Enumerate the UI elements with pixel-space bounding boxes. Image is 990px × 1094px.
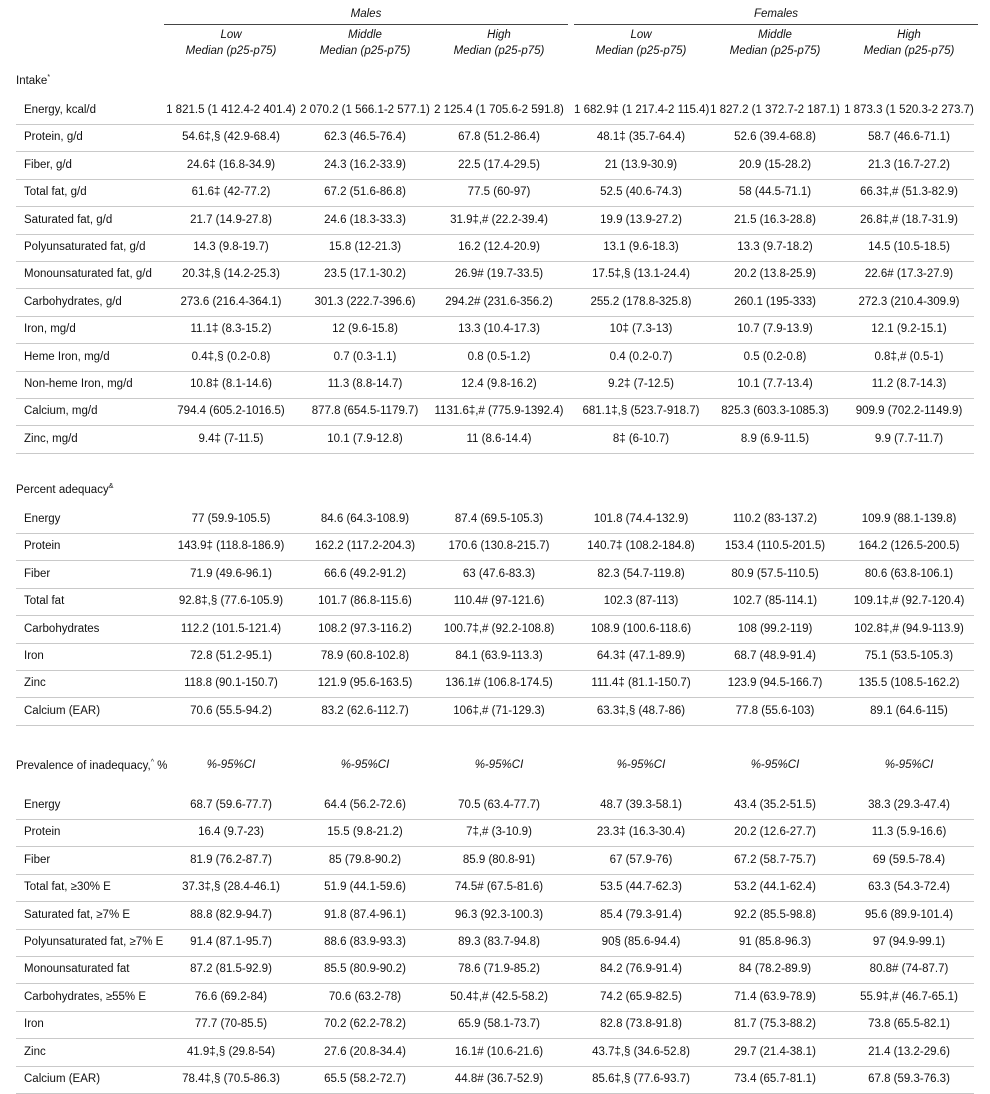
- table-cell: 794.4 (605.2-1016.5): [177, 405, 285, 418]
- table-cell: 84 (78.2-89.9): [738, 963, 812, 976]
- table-cell: 63 (47.6-83.3): [462, 567, 536, 580]
- table-cell: 87.4 (69.5-105.3): [454, 513, 544, 525]
- table-row: [16, 344, 974, 372]
- table-cell: 21.4 (13.2-29.6): [868, 1045, 950, 1058]
- table-row: [16, 616, 974, 644]
- column-level: Middle: [348, 29, 382, 41]
- group-underline-females: [574, 24, 978, 25]
- table-cell: 85.4 (79.3-91.4): [600, 908, 682, 921]
- table-cell: 2 070.2 (1 566.1-2 577.1): [300, 104, 430, 116]
- table-row: [16, 97, 974, 125]
- table-cell: 43.7‡,§ (34.6-52.8): [592, 1045, 690, 1058]
- row-label: Carbohydrates, ≥55% E: [24, 990, 147, 1003]
- column-header: [298, 27, 432, 59]
- table-cell: 21.5 (16.3-28.8): [734, 213, 816, 226]
- table-cell: 63.3‡,§ (48.7-86): [596, 704, 686, 717]
- table-cell: 26.9# (19.7-33.5): [454, 268, 544, 281]
- ci-column-header: %-95%CI: [340, 759, 390, 771]
- table-cell: 72.8 (51.2-95.1): [190, 650, 272, 662]
- column-stat: Median (p25-p75): [319, 45, 411, 57]
- table-cell: 9.9 (7.7-11.7): [874, 432, 944, 445]
- column-level: High: [897, 29, 921, 41]
- table-cell: 92.8‡,§ (77.6-105.9): [178, 595, 284, 608]
- table-cell: 89.3 (83.7-94.8): [458, 936, 540, 948]
- table-cell: 11.3 (5.9-16.6): [871, 826, 947, 839]
- table-row: [16, 152, 974, 180]
- table-cell: 1131.6‡,# (775.9-1392.4): [434, 405, 564, 418]
- column-stat: Median (p25-p75): [729, 45, 821, 57]
- column-stat: Median (p25-p75): [863, 45, 955, 57]
- table-cell: 80.6 (63.8-106.1): [864, 567, 954, 580]
- column-header: [164, 27, 298, 59]
- table-row: [16, 874, 974, 902]
- row-label: Iron: [24, 1018, 44, 1031]
- table-cell: 170.6 (130.8-215.7): [448, 540, 550, 553]
- column-level: Low: [220, 29, 242, 41]
- table-cell: 62.3 (46.5-76.4): [324, 131, 406, 144]
- row-label: Total fat, ≥30% E: [24, 881, 111, 894]
- table-cell: 100.7‡,# (92.2-108.8): [443, 622, 555, 635]
- table-cell: 143.9‡ (118.8-186.9): [177, 540, 285, 553]
- table-cell: 12 (9.6-15.8): [332, 323, 398, 336]
- table-cell: 16.4 (9.7-23): [198, 826, 264, 839]
- table-cell: 50.4‡,# (42.5-58.2): [450, 990, 548, 1003]
- table-cell: 91.4 (87.1-95.7): [190, 936, 272, 948]
- table-cell: 84.2 (76.9-91.4): [600, 963, 682, 976]
- table-cell: 1 827.2 (1 372.7-2 187.1): [710, 104, 840, 116]
- row-label: Carbohydrates: [24, 622, 100, 635]
- column-header: [842, 27, 976, 59]
- table-cell: 65.5 (58.2-72.7): [324, 1073, 406, 1085]
- row-label: Non-heme Iron, mg/d: [24, 378, 133, 390]
- table-cell: 13.3 (10.4-17.3): [458, 323, 540, 336]
- table-cell: 67.8 (59.3-76.3): [868, 1073, 950, 1085]
- table-cell: 67.8 (51.2-86.4): [458, 131, 540, 144]
- table-cell: 164.2 (126.5-200.5): [858, 540, 960, 553]
- table-cell: 13.1 (9.6-18.3): [603, 241, 679, 253]
- table-cell: 61.6‡ (42-77.2): [191, 186, 271, 199]
- table-cell: 22.6# (17.3-27.9): [864, 268, 954, 281]
- table-cell: 37.3‡,§ (28.4-46.1): [182, 881, 280, 894]
- table-cell: 74.5# (67.5-81.6): [454, 881, 544, 894]
- section-title-text: Prevalence of inadequacy,: [16, 759, 151, 772]
- table-cell: 2 125.4 (1 705.6-2 591.8): [434, 104, 564, 116]
- table-row: [16, 316, 974, 344]
- table-cell: 66.3‡,# (51.3-82.9): [860, 186, 958, 199]
- table-cell: 74.2 (65.9-82.5): [600, 990, 682, 1003]
- table-cell: 66.6 (49.2-91.2): [324, 567, 406, 580]
- table-cell: 19.9 (13.9-27.2): [600, 213, 682, 226]
- row-label: Energy, kcal/d: [24, 104, 97, 116]
- table-cell: 0.4 (0.2-0.7): [609, 350, 673, 363]
- table-cell: 102.7 (85-114.1): [732, 595, 818, 608]
- table-cell: 31.9‡,# (22.2-39.4): [450, 213, 548, 226]
- table-cell: 78.9 (60.8-102.8): [320, 650, 410, 662]
- column-level: Middle: [758, 29, 792, 41]
- table-cell: 91 (85.8-96.3): [738, 936, 812, 948]
- table-cell: 108 (99.2-119): [737, 622, 813, 635]
- table-row: [16, 698, 974, 726]
- table-cell: 21.7 (14.9-27.8): [190, 213, 272, 226]
- table-cell: 877.8 (654.5-1179.7): [311, 405, 419, 418]
- table-row: [16, 847, 974, 875]
- table-cell: 52.6 (39.4-68.8): [734, 131, 816, 144]
- table-cell: 88.8 (82.9-94.7): [190, 908, 272, 921]
- table-cell: 54.6‡,§ (42.9-68.4): [182, 131, 280, 144]
- table-cell: 73.8 (65.5-82.1): [868, 1018, 950, 1031]
- table-cell: 24.6‡ (16.8-34.9): [186, 158, 276, 171]
- group-header-males: Males: [350, 8, 382, 20]
- table-cell: 21 (13.9-30.9): [604, 158, 678, 171]
- table-row: [16, 670, 974, 698]
- table-cell: 9.4‡ (7-11.5): [198, 432, 264, 445]
- table-cell: 8.9 (6.9-11.5): [740, 432, 810, 445]
- table-row: [16, 261, 974, 289]
- table-cell: 20.3‡,§ (14.2-25.3): [182, 268, 280, 281]
- row-label: Protein: [24, 826, 61, 839]
- ci-column-header: %-95%CI: [616, 759, 666, 771]
- table-cell: 21.3 (16.7-27.2): [868, 158, 950, 171]
- table-cell: 23.3‡ (16.3-30.4): [596, 826, 686, 839]
- table-cell: 0.8‡,# (0.5-1): [874, 350, 944, 363]
- group-header-females: Females: [753, 8, 799, 20]
- table-cell: 71.4 (63.9-78.9): [734, 990, 816, 1003]
- table-cell: 58.7 (46.6-71.1): [868, 131, 950, 144]
- table-cell: 69 (59.5-78.4): [872, 853, 946, 866]
- table-cell: 7‡,# (3-10.9): [466, 826, 532, 839]
- column-header: [574, 27, 708, 59]
- table-cell: 10‡ (7.3-13): [609, 323, 673, 336]
- table-cell: 95.6 (89.9-101.4): [864, 908, 954, 921]
- table-cell: 15.8 (12-21.3): [328, 241, 402, 253]
- table-cell: 10.8‡ (8.1-14.6): [190, 378, 272, 390]
- table-cell: 101.7 (86.8-115.6): [318, 595, 412, 608]
- table-cell: 9.2‡ (7-12.5): [608, 378, 674, 390]
- table-cell: 20.9 (15-28.2): [738, 158, 812, 171]
- table-cell: 101.8 (74.4-132.9): [593, 513, 689, 525]
- table-cell: 23.5 (17.1-30.2): [324, 268, 406, 281]
- table-cell: 85.5 (80.9-90.2): [324, 963, 406, 976]
- table-cell: 10.7 (7.9-13.9): [737, 323, 813, 336]
- table-cell: 44.8# (36.7-52.9): [454, 1073, 544, 1085]
- table-cell: 48.7 (39.3-58.1): [600, 799, 682, 811]
- table-cell: 68.7 (48.9-91.4): [734, 650, 816, 662]
- table-cell: 76.6 (69.2-84): [194, 990, 268, 1003]
- row-label: Total fat: [24, 595, 65, 608]
- row-label: Calcium (EAR): [24, 1073, 101, 1085]
- table-cell: 97 (94.9-99.1): [872, 936, 946, 948]
- table-cell: 0.4‡,§ (0.2-0.8): [191, 350, 271, 363]
- table-cell: 255.2 (178.8-325.8): [590, 295, 692, 308]
- row-label: Zinc: [24, 1045, 46, 1058]
- table-cell: 123.9 (94.5-166.7): [727, 677, 823, 690]
- table-row: [16, 929, 974, 957]
- row-label: Fiber, g/d: [24, 158, 72, 171]
- table-cell: 53.5 (44.7-62.3): [600, 881, 682, 894]
- section-title: [16, 483, 113, 496]
- row-label: Monounsaturated fat, g/d: [24, 268, 152, 281]
- table-cell: 681.1‡,§ (523.7-918.7): [582, 405, 700, 418]
- table-cell: 80.9 (57.5-110.5): [731, 567, 819, 580]
- table-cell: 11 (8.6-14.4): [466, 432, 532, 445]
- table-cell: 110.4# (97-121.6): [453, 595, 545, 608]
- table-cell: 70.6 (63.2-78): [328, 990, 402, 1003]
- table-row: [16, 506, 974, 534]
- row-label: Saturated fat, g/d: [24, 213, 113, 226]
- table-cell: 106‡,# (71-129.3): [453, 704, 545, 717]
- table-cell: 24.6 (18.3-33.3): [324, 213, 406, 226]
- table-cell: 87.2 (81.5-92.9): [190, 963, 272, 976]
- section-title-mark: &: [108, 483, 114, 490]
- row-label: Polyunsaturated fat, g/d: [24, 241, 146, 253]
- table-cell: 109.1‡,# (92.7-120.4): [853, 595, 965, 608]
- table-cell: 84.1 (63.9-113.3): [455, 650, 543, 662]
- table-cell: 43.4 (35.2-51.5): [734, 799, 816, 811]
- section-title-mark: ^: [150, 759, 154, 766]
- table-cell: 84.6 (64.3-108.9): [320, 513, 410, 525]
- table-cell: 20.2 (13.8-25.9): [734, 268, 816, 281]
- table-cell: 273.6 (216.4-364.1): [180, 295, 282, 308]
- table-cell: 64.3‡ (47.1-89.9): [596, 650, 686, 662]
- table-cell: 108.2 (97.3-116.2): [318, 622, 412, 635]
- table-cell: 14.3 (9.8-19.7): [193, 241, 269, 253]
- table-cell: 38.3 (29.3-47.4): [868, 799, 950, 811]
- row-label: Iron, mg/d: [24, 323, 76, 336]
- table-cell: 82.8 (73.8-91.8): [600, 1018, 682, 1031]
- table-cell: 58 (44.5-71.1): [738, 186, 812, 199]
- table-row: [16, 1066, 974, 1094]
- table-cell: 92.2 (85.5-98.8): [734, 908, 816, 921]
- table-cell: 301.3 (222.7-396.6): [314, 295, 416, 308]
- table-cell: 81.7 (75.3-88.2): [734, 1018, 816, 1031]
- table-cell: 85 (79.8-90.2): [328, 853, 402, 866]
- table-cell: 909.9 (702.2-1149.9): [855, 405, 963, 418]
- table-cell: 112.2 (101.5-121.4): [180, 622, 282, 635]
- table-cell: 53.2 (44.1-62.4): [734, 881, 816, 894]
- table-cell: 78.4‡,§ (70.5-86.3): [182, 1073, 280, 1085]
- table-cell: 162.2 (117.2-204.3): [314, 540, 416, 553]
- table-cell: 102.8‡,# (94.9-113.9): [854, 622, 964, 635]
- row-label: Fiber: [24, 567, 51, 580]
- row-label: Zinc: [24, 677, 46, 690]
- table-cell: 65.9 (58.1-73.7): [458, 1018, 540, 1031]
- table-cell: 27.6 (20.8-34.4): [324, 1045, 406, 1058]
- row-label: Zinc, mg/d: [24, 432, 78, 445]
- table-cell: 83.2 (62.6-112.7): [321, 704, 409, 717]
- table-cell: 153.4 (110.5-201.5): [724, 540, 826, 553]
- table-cell: 48.1‡ (35.7-64.4): [596, 131, 686, 144]
- table-cell: 51.9 (44.1-59.6): [324, 881, 406, 894]
- table-cell: 8‡ (6-10.7): [612, 432, 670, 445]
- table-cell: 11.2 (8.7-14.3): [871, 378, 947, 390]
- row-label: Total fat, g/d: [24, 186, 87, 199]
- table-cell: 82.3 (54.7-119.8): [597, 567, 685, 580]
- row-label: Polyunsaturated fat, ≥7% E: [24, 936, 164, 948]
- table-row: [16, 1039, 974, 1067]
- table-cell: 111.4‡ (81.1-150.7): [591, 677, 691, 690]
- column-level: Low: [630, 29, 652, 41]
- table-cell: 67 (57.9-76): [609, 853, 673, 866]
- table-row: [16, 426, 974, 454]
- row-label: Heme Iron, mg/d: [24, 350, 110, 363]
- group-underline-males: [164, 24, 568, 25]
- table-cell: 1 873.3 (1 520.3-2 273.7): [844, 104, 974, 116]
- table-cell: 29.7 (21.4-38.1): [734, 1045, 816, 1058]
- row-label: Saturated fat, ≥7% E: [24, 908, 131, 921]
- table-row: [16, 207, 974, 235]
- row-label: Protein: [24, 540, 61, 553]
- column-stat: Median (p25-p75): [595, 45, 687, 57]
- table-cell: 89.1 (64.6-115): [870, 704, 948, 717]
- table-cell: 91.8 (87.4-96.1): [324, 908, 406, 921]
- table-row: [16, 533, 974, 561]
- table-row: [16, 956, 974, 984]
- table-cell: 67.2 (51.6-86.8): [324, 186, 406, 199]
- table-cell: 17.5‡,§ (13.1-24.4): [592, 268, 690, 281]
- table-row: [16, 371, 974, 399]
- table-cell: 10.1 (7.7-13.4): [737, 378, 813, 390]
- table-cell: 12.1 (9.2-15.1): [871, 323, 947, 336]
- table-cell: 1 821.5 (1 412.4-2 401.4): [166, 104, 296, 116]
- column-header: [708, 27, 842, 59]
- table-cell: 71.9 (49.6-96.1): [190, 567, 272, 580]
- table-cell: 70.2 (62.2-78.2): [324, 1018, 406, 1031]
- table-cell: 85.6‡,§ (77.6-93.7): [592, 1073, 690, 1085]
- table-cell: 24.3 (16.2-33.9): [324, 158, 406, 171]
- table-cell: 825.3 (603.3-1085.3): [721, 405, 829, 418]
- table-cell: 90§ (85.6-94.4): [601, 936, 681, 948]
- table-row: [16, 398, 974, 426]
- table-cell: 77.5 (60-97): [467, 186, 531, 199]
- table-cell: 136.1# (106.8-174.5): [445, 677, 553, 690]
- table-cell: 63.3 (54.3-72.4): [868, 881, 950, 894]
- section-title-text: Intake: [16, 74, 48, 87]
- table-cell: 16.2 (12.4-20.9): [458, 241, 540, 253]
- table-cell: 73.4 (65.7-81.1): [734, 1073, 816, 1085]
- row-label: Calcium (EAR): [24, 704, 101, 717]
- table-cell: 260.1 (195-333): [734, 295, 816, 308]
- table-cell: 140.7‡ (108.2-184.8): [587, 540, 695, 553]
- table-cell: 64.4 (56.2-72.6): [324, 799, 406, 811]
- table-cell: 15.5 (9.8-21.2): [327, 826, 403, 839]
- table-cell: 14.5 (10.5-18.5): [868, 241, 950, 253]
- table-cell: 20.2 (12.6-27.7): [734, 826, 816, 839]
- table-cell: 81.9 (76.2-87.7): [190, 853, 272, 866]
- section-title-text: Percent adequacy: [16, 483, 109, 496]
- row-label: Energy: [24, 513, 61, 525]
- table-cell: 70.6 (55.5-94.2): [190, 704, 272, 717]
- table-cell: 12.4 (9.8-16.2): [461, 378, 537, 390]
- table-cell: 70.5 (63.4-77.7): [458, 799, 540, 811]
- row-label: Monounsaturated fat: [24, 963, 130, 976]
- ci-column-header: %-95%CI: [206, 759, 256, 771]
- table-cell: 52.5 (40.6-74.3): [600, 186, 682, 199]
- table-cell: 0.5 (0.2-0.8): [743, 350, 807, 363]
- table-cell: 16.1# (10.6-21.6): [454, 1045, 544, 1058]
- table-cell: 77.7 (70-85.5): [194, 1018, 268, 1031]
- table-cell: 80.8# (74-87.7): [869, 963, 949, 976]
- table-cell: 75.1 (53.5-105.3): [864, 650, 954, 662]
- table-cell: 102.3 (87-113): [603, 595, 679, 608]
- table-cell: 0.8 (0.5-1.2): [467, 350, 531, 363]
- row-label: Energy: [24, 799, 61, 811]
- table-cell: 55.9‡,# (46.7-65.1): [860, 990, 958, 1003]
- column-level: High: [487, 29, 511, 41]
- table-cell: 68.7 (59.6-77.7): [190, 799, 272, 811]
- table-cell: 109.9 (88.1-139.8): [861, 513, 957, 525]
- ci-column-header: %-95%CI: [750, 759, 800, 771]
- row-label: Protein, g/d: [24, 131, 83, 144]
- table-cell: 96.3 (92.3-100.3): [454, 908, 544, 921]
- table-row: [16, 124, 974, 152]
- table-cell: 85.9 (80.8-91): [462, 853, 536, 866]
- table-cell: 11.1‡ (8.3-15.2): [190, 323, 272, 336]
- table-row: [16, 179, 974, 207]
- table-row: [16, 289, 974, 317]
- column-stat: Median (p25-p75): [185, 45, 277, 57]
- row-label: Fiber: [24, 853, 51, 866]
- ci-column-header: %-95%CI: [884, 759, 934, 771]
- table-row: [16, 1011, 974, 1039]
- row-label: Carbohydrates, g/d: [24, 295, 122, 308]
- table-row: [16, 902, 974, 930]
- table-cell: 22.5 (17.4-29.5): [458, 158, 540, 171]
- table-cell: 41.9‡,§ (29.8-54): [186, 1045, 276, 1058]
- table-cell: 11.3 (8.8-14.7): [327, 378, 403, 390]
- table-row: [16, 984, 974, 1012]
- table-cell: 88.6 (83.9-93.3): [324, 936, 406, 948]
- table-cell: 294.2# (231.6-356.2): [445, 295, 553, 308]
- table-row: [16, 561, 974, 589]
- column-header: [432, 27, 566, 59]
- table-cell: 272.3 (210.4-309.9): [858, 295, 960, 308]
- table-row: [16, 234, 974, 262]
- section-title: [16, 74, 50, 87]
- table-cell: 110.2 (83-137.2): [732, 513, 818, 525]
- table-cell: 13.3 (9.7-18.2): [737, 241, 813, 253]
- table-cell: 26.8‡,# (18.7-31.9): [860, 213, 958, 226]
- row-label: Iron: [24, 650, 44, 662]
- table-cell: 1 682.9‡ (1 217.4-2 115.4): [574, 104, 710, 116]
- table-row: [16, 792, 974, 820]
- section-title-suffix: %: [153, 759, 168, 772]
- section-title-mark: *: [47, 74, 51, 81]
- table-cell: 121.9 (95.6-163.5): [317, 677, 413, 690]
- table-cell: 10.1 (7.9-12.8): [327, 432, 403, 445]
- table-cell: 135.5 (108.5-162.2): [858, 677, 960, 690]
- table-row: [16, 643, 974, 671]
- table-cell: 0.7 (0.3-1.1): [333, 350, 397, 363]
- row-label: Calcium, mg/d: [24, 405, 98, 418]
- table-cell: 108.9 (100.6-118.6): [590, 622, 692, 635]
- table-cell: 67.2 (58.7-75.7): [734, 853, 816, 866]
- table-row: [16, 588, 974, 616]
- table-cell: 78.6 (71.9-85.2): [458, 963, 540, 976]
- table-cell: 77.8 (55.6-103): [735, 704, 815, 717]
- column-stat: Median (p25-p75): [453, 45, 545, 57]
- table-cell: 77 (59.9-105.5): [191, 513, 271, 525]
- table-row: [16, 819, 974, 847]
- table-cell: 118.8 (90.1-150.7): [184, 677, 278, 690]
- section-title: [16, 759, 167, 772]
- ci-column-header: %-95%CI: [474, 759, 524, 771]
